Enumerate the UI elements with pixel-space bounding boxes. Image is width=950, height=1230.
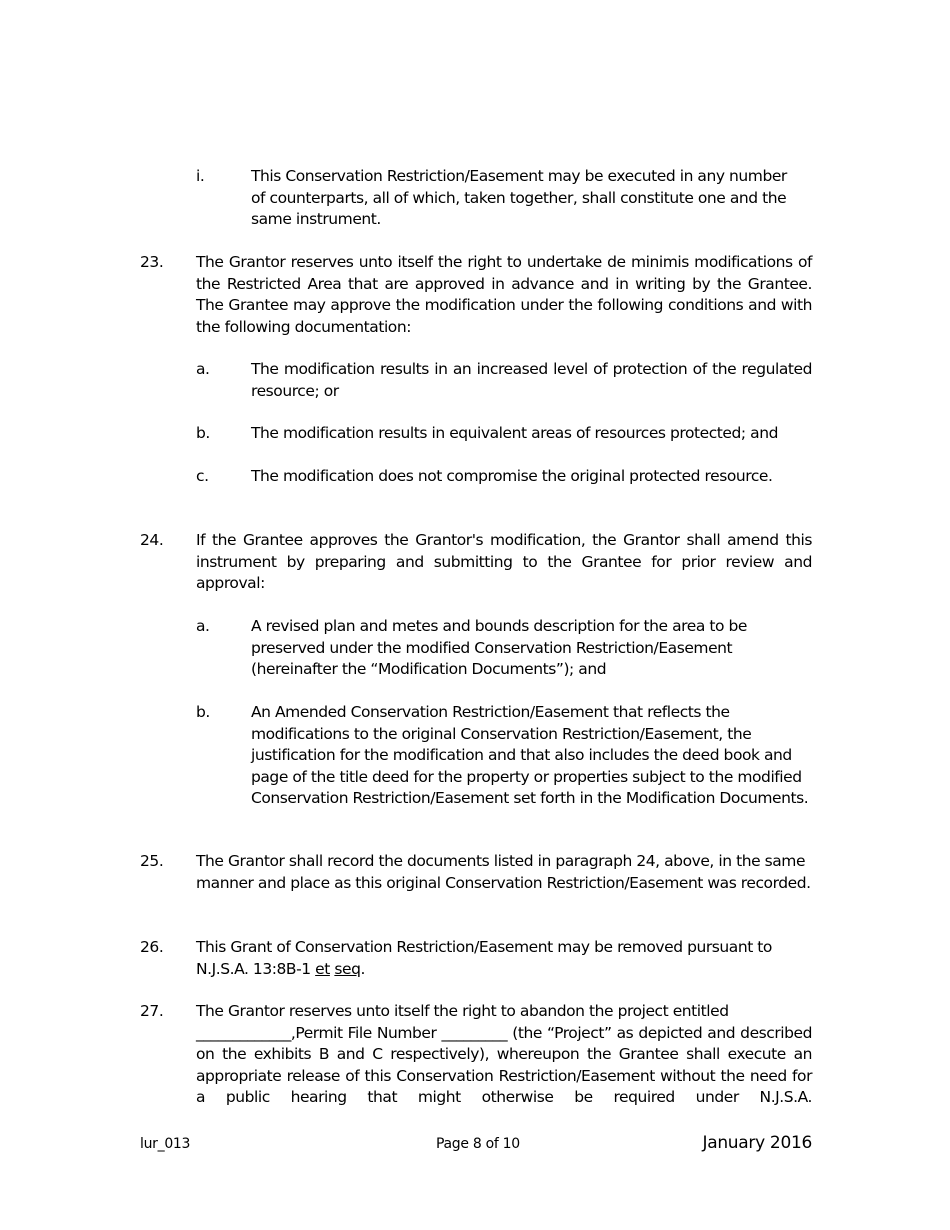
paragraph-24b-text: An Amended Conservation Restriction/Easement that reflects the modifications to the original Conservation Restriction/Easement, the justification for the modification and that also includes the deed book and page of the title deed for the property or properties subject to the modified Conservation Restriction/Easement set forth in the Modification Documents. <box>251 703 809 807</box>
paragraph-23-text: The Grantor reserves unto itself the right to undertake de minimis modifications of the Restricted Area that are approved in advance and in writing by the Grantee. The Grantee may approve the modification under the following conditions and with the following documentation: <box>196 253 812 336</box>
paragraph-23a-label: a. <box>196 360 210 378</box>
et-seq-et: et <box>315 959 330 978</box>
item-i-text: This Conservation Restriction/Easement may be executed in any number of counterparts, all of which, taken together, shall constitute one and the same instrument. <box>251 167 787 228</box>
item-i-label: i. <box>196 167 205 185</box>
paragraph-24a-text: A revised plan and metes and bounds description for the area to be preserved under the modified Conservation Restriction/Easement (hereinafter the “Modification Documents”); and <box>251 617 747 678</box>
et-seq-seq: seq <box>334 959 361 978</box>
paragraph-25-label: 25. <box>140 852 164 870</box>
paragraph-25-text: The Grantor shall record the documents listed in paragraph 24, above, in the same manner and place as this original Conservation Restriction/Easement was recorded. <box>196 852 811 892</box>
paragraph-27-label: 27. <box>140 1002 164 1020</box>
paragraph-23-label: 23. <box>140 253 164 271</box>
paragraph-23a-text: The modification results in an increased level of protection of the regulated resource; or <box>251 360 812 400</box>
paragraph-26-text <box>196 937 796 980</box>
paragraph-24b-label: b. <box>196 703 210 721</box>
paragraph-26-text-main: This Grant of Conservation Restriction/Easement may be removed pursuant to N.J.S.A. 13:8B-1 <box>196 938 772 978</box>
paragraph-27-text: _____________,Permit File Number _________ (the “Project” as depicted and described on the exhibits B and C respectively), whereupon the Grantee shall execute an appropriate release of this Conservation Restriction/Easement without the need for a public hearing that might otherwise be required under N.J.S.A. <box>196 1023 812 1106</box>
form-id: lur_013 <box>140 1136 191 1152</box>
page-number: Page 8 of 10 <box>436 1136 520 1152</box>
paragraph-26-label: 26. <box>140 938 164 956</box>
paragraph-24-label: 24. <box>140 531 164 549</box>
paragraph-23b-text: The modification results in equivalent areas of resources protected; and <box>251 424 778 442</box>
paragraph-24-text: If the Grantee approves the Grantor's modification, the Grantor shall amend this instrument by preparing and submitting to the Grantee for prior review and approval: <box>196 531 812 592</box>
footer-date: January 2016 <box>702 1133 812 1153</box>
paragraph-23c-text: The modification does not compromise the original protected resource. <box>251 467 773 485</box>
paragraph-23b-label: b. <box>196 424 210 442</box>
paragraph-27-first-line: The Grantor reserves unto itself the right to abandon the project entitled <box>196 1002 729 1020</box>
paragraph-23c-label: c. <box>196 467 209 485</box>
paragraph-26-period: . <box>360 959 365 978</box>
paragraph-24a-label: a. <box>196 617 210 635</box>
